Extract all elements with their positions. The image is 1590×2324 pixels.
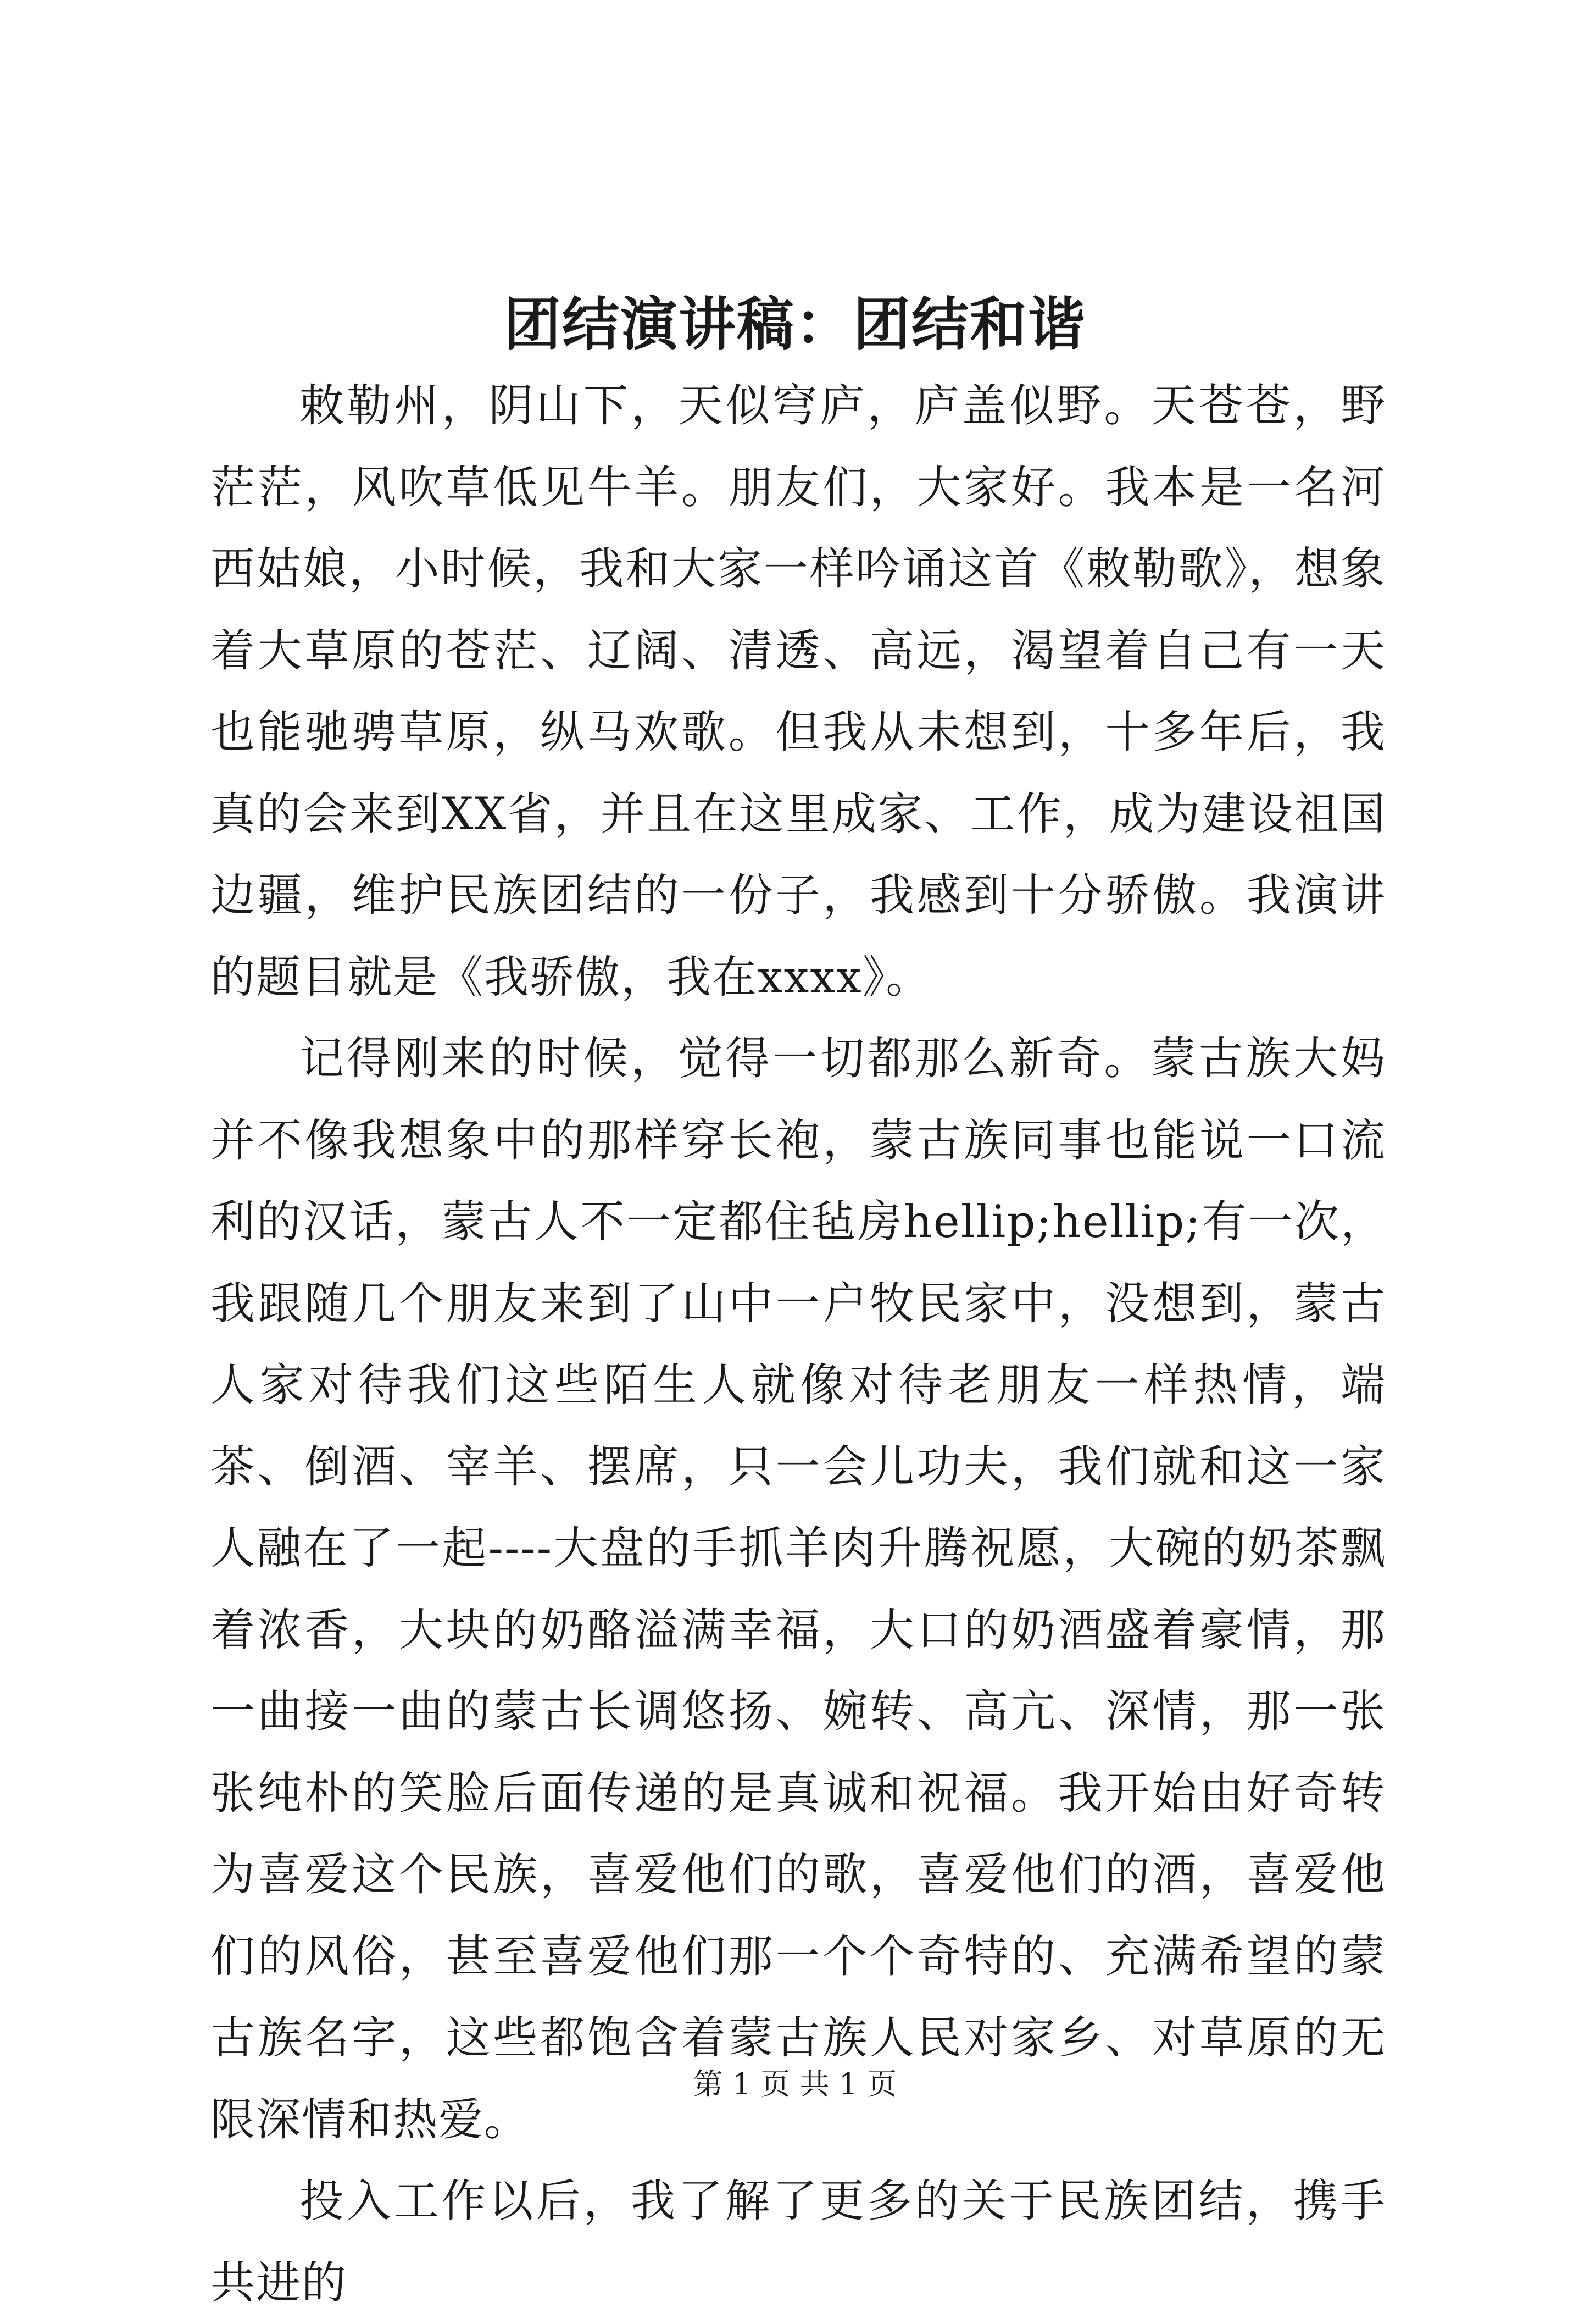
document-title: 团结演讲稿：团结和谐: [503, 290, 1086, 358]
document-body: [210, 365, 1386, 2324]
paragraph: 敕勒州，阴山下，天似穹庐，庐盖似野。天苍苍，野茫茫，风吹草低见牛羊。朋友们，大家好。我本是一名河西姑娘，小时候，我和大家一样吟诵这首《敕勒歌》，想象着大草原的苍茫、辽阔、清透、高远，渴望着自己有一天也能驰骋草原，纵马欢歌。但我从未想到，十多年后，我真的会来到XX省，并且在这里成家、工作，成为建设祖国边疆，维护民族团结的一份子，我感到十分骄傲。我演讲的题目就是《我骄傲，我在xxxx》。: [210, 380, 1386, 1003]
page-footer: 第 1 页 共 1 页: [693, 2067, 897, 2101]
paragraph: 记得刚来的时候，觉得一切都那么新奇。蒙古族大妈并不像我想象中的那样穿长袍，蒙古族同事也能说一口流利的汉话，蒙古人不一定都住毡房hellip;hellip;有一次，我跟随几个朋友来到了山中一户牧民家中，没想到，蒙古人家对待我们这些陌生人就像对待老朋友一样热情，端茶、倒酒、宰羊、摆席，只一会儿功夫，我们就和这一家人融在了一起----大盘的手抓羊肉升腾祝愿，大碗的奶茶飘着浓香，大块的奶酪溢满幸福，大口的奶酒盛着豪情，那一曲接一曲的蒙古长调悠扬、婉转、高亢、深情，那一张张纯朴的笑脸后面传递的是真诚和祝福。我开始由好奇转为喜爱这个民族，喜爱他们的歌，喜爱他们的酒，喜爱他们的风俗，甚至喜爱他们那一个个奇特的、充满希望的蒙古族名字，这些都饱含着蒙古族人民对家乡、对草原的无限深情和热爱。: [210, 1033, 1386, 2146]
paragraph: 投入工作以后，我了解了更多的关于民族团结，携手共进的: [210, 2176, 1386, 2309]
